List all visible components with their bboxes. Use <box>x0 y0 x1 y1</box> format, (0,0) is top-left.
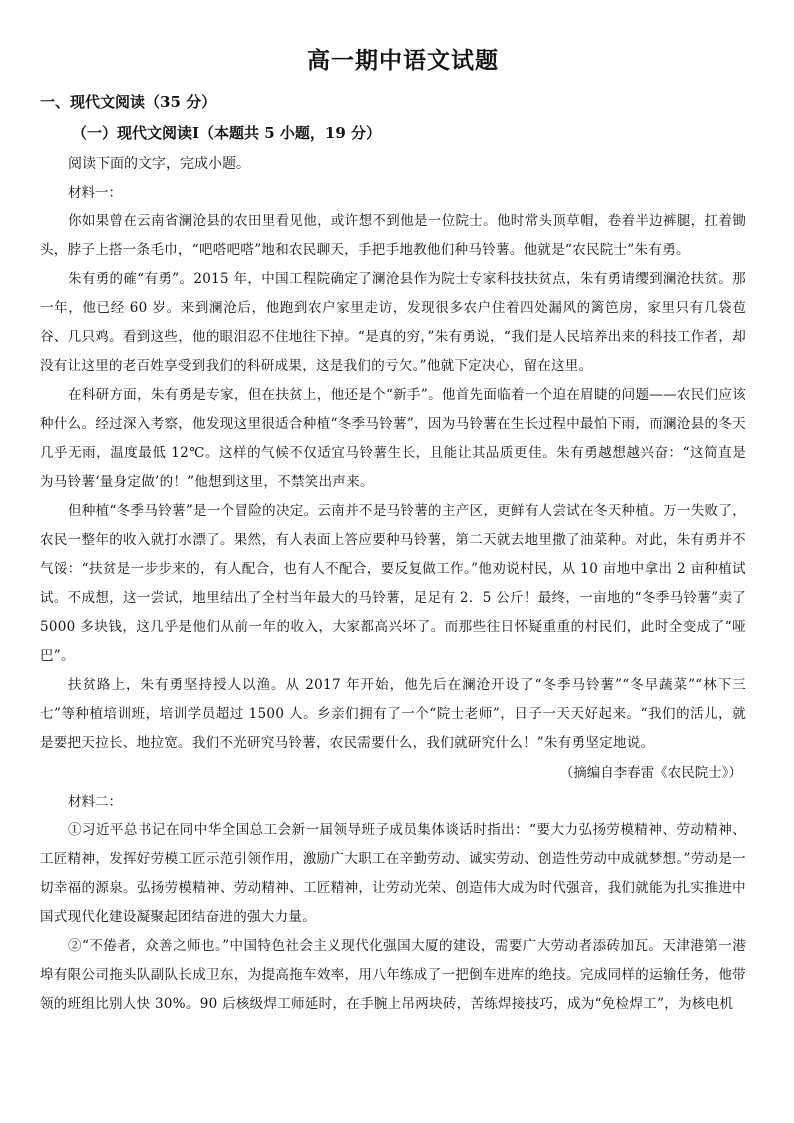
instruction-text: 阅读下面的文字，完成小题。 <box>68 156 250 172</box>
material1-paragraph: 扶贫路上，朱有勇坚持授人以渔。从 2017 年开始，他先后在澜沧开设了“冬季马铃薯”“冬早蔬菜”“林下三七”等种植培训班，培训学员超过 1500 人。乡亲们拥有了一个“院士老师”，日子一天天好起来。“我们的活儿，就是要把天拉长、地拉宽。我们不光研究马铃薯，农民需要什么，我们就研究什么！”朱有勇坚定地说。 <box>40 677 746 751</box>
subsection-heading: （一）现代文阅读Ⅰ（本题共 5 小题，19 分） <box>72 124 381 142</box>
material1-paragraph: 在科研方面，朱有勇是专家，但在扶贫上，他还是个“新手”。他首先面临着一个迫在眉睫的问题——农民们应该种什么。经过深入考察，他发现这里很适合种植“冬季马铃薯”，因为马铃薯在生长过程中最怕下雨，而澜沧县的冬天几乎无雨，温度最低 12℃。这样的气候不仅适宜马铃薯生长，且能让其品质更佳。朱有勇越想越兴奋：“这简直是为马铃薯‘量身定做’的！”他想到这里，不禁笑出声来。 <box>40 387 746 490</box>
material1-paragraph: 你如果曾在云南省澜沧县的农田里看见他，或许想不到他是一位院士。他时常头顶草帽，卷着半边裤腿，扛着锄头，脖子上搭一条毛巾，“吧嗒吧嗒”地和农民聊天，手把手地教他们种马铃薯。他就是“农民院士”朱有勇。 <box>40 213 746 258</box>
material2-paragraph: ②“不倦者，众善之师也。”中国特色社会主义现代化强国大厦的建设，需要广大劳动者添砖加瓦。天津港第一港埠有限公司拖头队副队长成卫东，为提高拖车效率，用八年练成了一把倒车进库的绝技。完成同样的运输任务，他带领的班组比别人快 30%。90 后核级焊工师延时，在手腕上吊两块砖，苦练焊接技巧，成为“免检焊工”，为核电机 <box>40 938 746 1012</box>
section-heading: 一、现代文阅读（35 分） <box>40 93 217 111</box>
page-title: 高一期中语文试题 <box>307 47 499 74</box>
material1-paragraph: 但种植“冬季马铃薯”是一个冒险的决定。云南并不是马铃薯的主产区，更鲜有人尝试在冬天种植。万一失败了，农民一整年的收入就打水漂了。果然，有人表面上答应要种马铃薯，第二天就去地里撒了油菜种。对此，朱有勇并不气馁：“扶贫是一步步来的，有人配合，也有人不配合，要反复做工作。”他劝说村民，从 10 亩地中拿出 2 亩种植试试。不成想，这一尝试，地里结出了全村当年最大的马铃薯，足足有 2．5 公斤！最终，一亩地的“冬季马铃薯”卖了 5000 多块钱，这几乎是他们从前一年的收入，大家都高兴坏了。而那些往日怀疑重重的村民们，此时全变成了“哑巴”。 <box>40 503 746 664</box>
material2-paragraph: ①习近平总书记在同中华全国总工会新一届领导班子成员集体谈话时指出：“要大力弘扬劳模精神、劳动精神、工匠精神，发挥好劳模工匠示范引领作用，激励广大职工在辛勤劳动、诚实劳动、创造性劳动中成就梦想。”劳动是一切幸福的源泉。弘扬劳模精神、劳动精神、工匠精神，让劳动光荣、创造伟大成为时代强音，我们就能为扎实推进中国式现代化建设凝聚起团结奋进的强大力量。 <box>40 822 746 925</box>
material2-label: 材料二： <box>68 794 122 810</box>
material1-source: （摘编自李春雷《农民院士》） <box>559 765 742 781</box>
material1-paragraph: 朱有勇的確“有勇”。2015 年，中国工程院确定了澜沧县作为院士专家科技扶贫点，朱有勇请缨到澜沧扶贫。那一年，他已经 60 岁。来到澜沧后，他跑到农户家里走访，发现很多农户住着四处漏风的篱笆房，家里只有几袋苞谷、几只鸡。看到这些，他的眼泪忍不住地往下掉。“是真的穷，”朱有勇说，“我们是人民培养出来的科技工作者，却没有让这里的老百姓享受到我们的科研成果，这是我们的亏欠。”他就下定决心，留在这里。 <box>40 271 746 374</box>
material1-label: 材料一： <box>68 185 122 201</box>
